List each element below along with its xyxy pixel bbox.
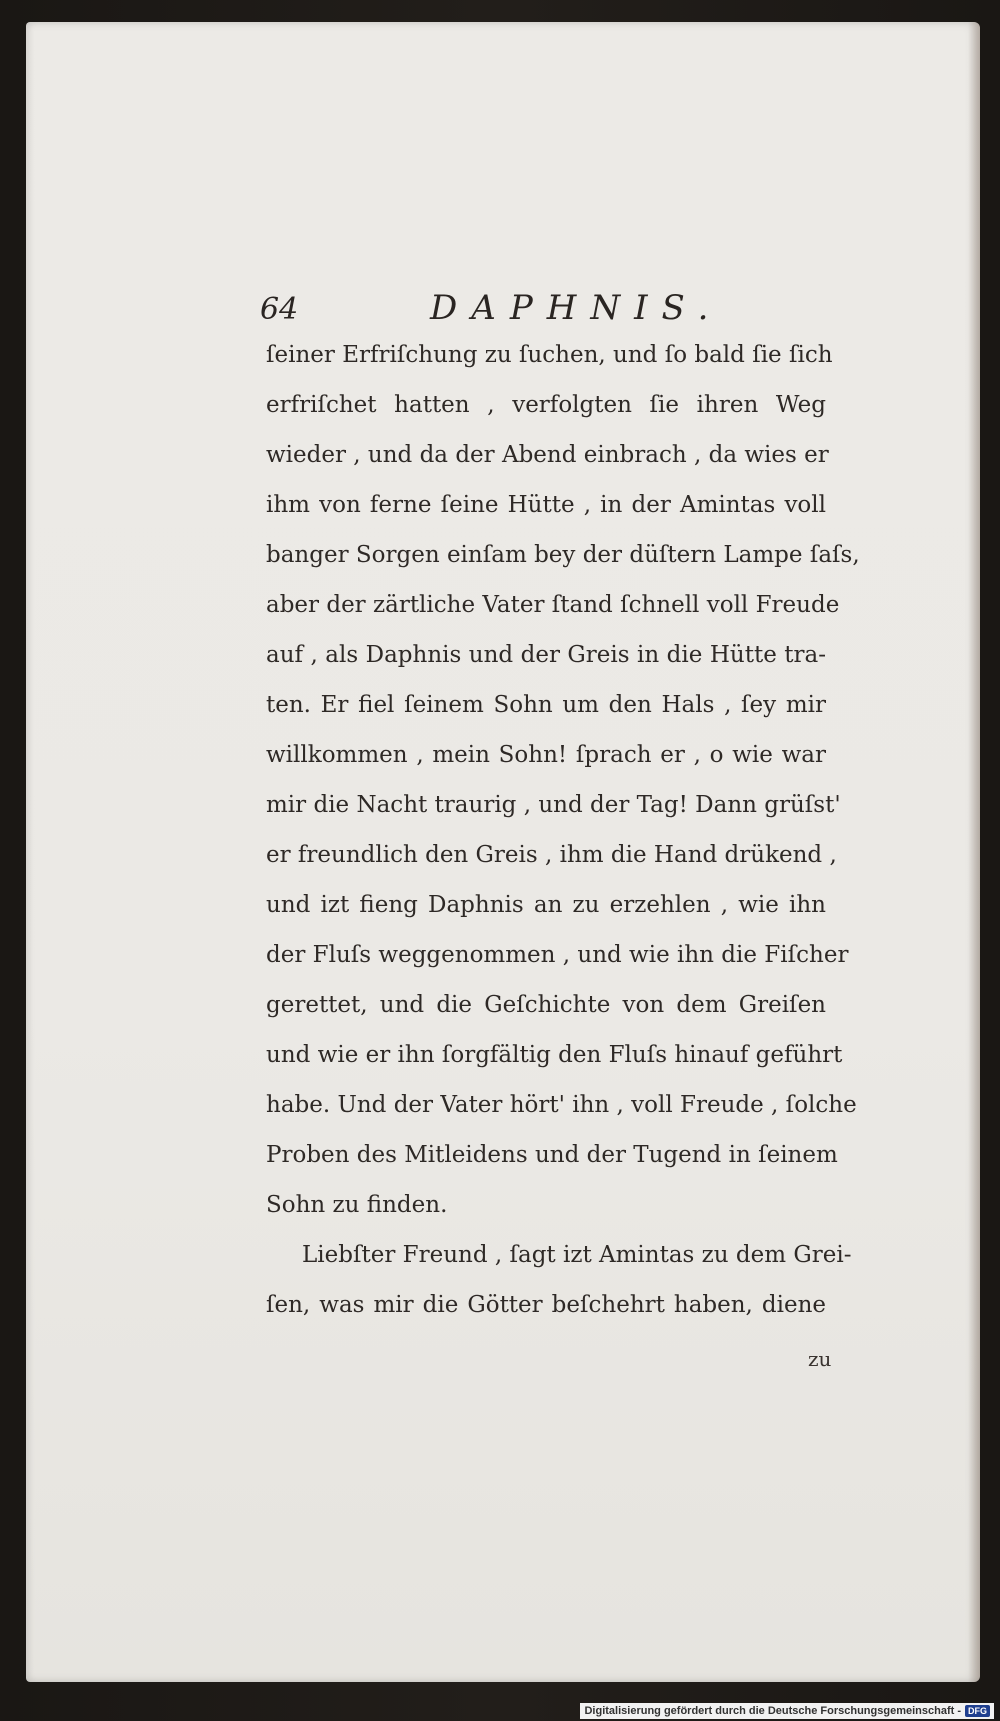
text-line: gerettet, und die Geſchichte von dem Greiſen xyxy=(266,992,826,1018)
text-line: wieder , und da der Abend einbrach , da wies er xyxy=(266,442,829,468)
footer-text: Digitalisierung gefördert durch die Deutsche Forschungsgemeinschaft - xyxy=(584,1705,961,1717)
text-line: und izt fieng Daphnis an zu erzehlen , wie ihn xyxy=(266,892,826,918)
catchword: zu xyxy=(808,1347,832,1371)
text-line: mir die Nacht traurig , und der Tag! Dann grüſst' xyxy=(266,792,841,818)
text-line: Liebſter Freund , ſagt izt Amintas zu dem Grei- xyxy=(302,1242,852,1268)
text-line: der Fluſs weggenommen , und wie ihn die Fiſcher xyxy=(266,942,849,968)
dfg-logo: DFG xyxy=(965,1705,990,1717)
text-line: banger Sorgen einſam bey der düſtern Lampe ſaſs, xyxy=(266,542,860,568)
body-text xyxy=(266,330,860,1330)
text-line: willkommen , mein Sohn! ſprach er , o wie war xyxy=(266,742,826,768)
text-line: Proben des Mitleidens und der Tugend in ſeinem xyxy=(266,1142,838,1168)
digitization-footer xyxy=(580,1703,994,1719)
running-title: DAPHNIS. xyxy=(430,288,723,328)
text-line: ſen, was mir die Götter beſchehrt haben, diene xyxy=(266,1292,826,1318)
text-line: ſeiner Erfriſchung zu ſuchen, und ſo bald ſie ſich xyxy=(266,342,833,368)
text-line: auf , als Daphnis und der Greis in die Hütte tra- xyxy=(266,642,826,668)
text-line: erfriſchet hatten , verfolgten ſie ihren Weg xyxy=(266,392,826,418)
text-line: Sohn zu finden. xyxy=(266,1192,448,1218)
text-line: ihm von ferne ſeine Hütte , in der Amintas voll xyxy=(266,492,826,518)
text-line: er freundlich den Greis , ihm die Hand drükend , xyxy=(266,842,837,868)
text-line: habe. Und der Vater hört' ihn , voll Freude , ſolche xyxy=(266,1092,857,1118)
page-edge-shadow xyxy=(968,22,980,1682)
text-line: ten. Er fiel ſeinem Sohn um den Hals , ſey mir xyxy=(266,692,826,718)
text-line: und wie er ihn ſorgfältig den Fluſs hinauf geführt xyxy=(266,1042,843,1068)
text-line: aber der zärtliche Vater ſtand ſchnell voll Freude xyxy=(266,592,840,618)
page-number: 64 xyxy=(260,292,299,327)
